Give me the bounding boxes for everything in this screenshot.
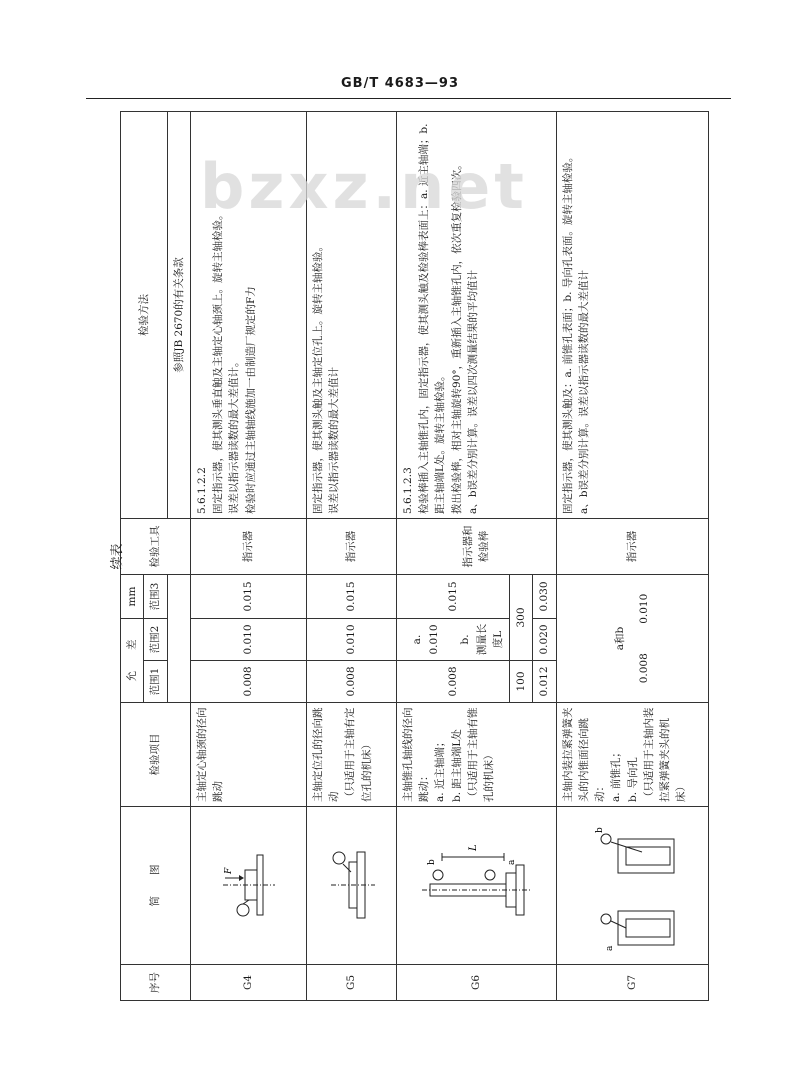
- item-sub-b: b. 导向孔: [626, 757, 639, 802]
- tol-g6-b-range1: 0.012: [533, 661, 556, 703]
- force-label: F: [224, 868, 235, 875]
- diagram-g7: [556, 807, 708, 965]
- item-note: （只适用于主轴有锥孔的机床）: [466, 707, 496, 802]
- header-no: 序号: [121, 965, 191, 1001]
- ab-label: a和b: [613, 626, 626, 651]
- method-line: a、b误差分别计算。误差以四次测量结果的平均值计: [466, 270, 479, 514]
- tol-g6-a-range3: 0.015: [396, 575, 509, 619]
- length-label-text: 测量长度L: [475, 623, 504, 656]
- item-sub-b: b. 距主轴端L处: [450, 729, 463, 802]
- pos-a: a.: [411, 634, 424, 645]
- header-method: 检验方法: [121, 112, 168, 519]
- method-line: 检验时应通过主轴轴线施加一由制造厂规定的F力: [244, 286, 257, 514]
- row-no: G6: [396, 965, 556, 1001]
- header-range3: 范围3: [144, 575, 167, 619]
- method-line: 误差以指示器读数的最大差值计。: [228, 356, 241, 514]
- header-method-sub: 参照JB 2670的有关条款: [167, 112, 190, 519]
- header-range2: 范围2: [144, 619, 167, 661]
- tol-g4-range1: 0.008: [190, 661, 306, 703]
- taper-bore-diagram: [416, 826, 536, 946]
- tool-g5: 指示器: [306, 519, 396, 575]
- item-g5: [306, 703, 396, 807]
- tool-g6: 指示器和检验棒: [396, 519, 556, 575]
- length-label: L: [468, 844, 480, 852]
- continued-label: 续表: [110, 543, 125, 570]
- item-title: 主轴定位孔的径向跳动: [311, 707, 341, 802]
- tol-g4-range3: 0.015: [190, 575, 306, 619]
- row-g5: [306, 112, 396, 1001]
- row-g4: [190, 112, 306, 1001]
- pos-b-label: b: [595, 827, 606, 834]
- len-range23: 300: [510, 575, 533, 661]
- method-g7: [556, 112, 708, 519]
- tol-g7-values: [636, 579, 652, 698]
- tol-g7-range3: 0.010: [638, 593, 651, 624]
- inspection-table: [120, 111, 709, 1001]
- item-sub-a: a. 前锥孔；: [610, 747, 623, 802]
- method-line: 固定指示器，使其测头触及：a. 前锥孔表面；b. 导向孔表面。旋转主轴检验。: [561, 151, 574, 514]
- pos-b-label: b: [427, 859, 438, 866]
- row-g6-a: [396, 112, 454, 1001]
- header-unit: mm: [121, 575, 144, 619]
- pos-a-label: a: [507, 860, 518, 866]
- watermark: bzxz.net: [200, 150, 528, 223]
- spindle-journal-diagram: [213, 831, 283, 941]
- method-line: a、b误差分别计算。误差以指示器读数的最大差值计: [577, 270, 590, 514]
- rotated-table-wrapper: [110, 112, 700, 1001]
- item-g6: [396, 703, 556, 807]
- header-tolerance: 允 差: [121, 619, 144, 703]
- pos-b: b.: [459, 634, 472, 645]
- tol-g6-a-range2: [396, 619, 454, 661]
- row-no: G4: [190, 965, 306, 1001]
- tol-g5-range3: 0.015: [306, 575, 396, 619]
- tol-g6-b-header: [454, 619, 509, 661]
- method-line: 固定指示器，使其测头垂直触及主轴定心轴颈上。旋转主轴检验。: [212, 209, 225, 514]
- header-range1: 范围1: [144, 661, 167, 703]
- len-range1: 100: [510, 661, 533, 703]
- method-line: 5.6.1.2.3: [401, 467, 414, 514]
- method-line: 检验棒插入主轴锥孔内，固定指示器，使其测头触及检验棒表面上：a. 近主轴端；b. 距主轴端L处。旋转主轴检验。: [418, 123, 447, 514]
- method-line: 误差以指示器读数的最大差值计: [328, 367, 341, 514]
- item-title: 主轴内装拉紧弹簧夹头的内锥面径向跳动：: [561, 707, 607, 802]
- diagram-g6: [396, 807, 556, 965]
- item-title: 主轴锥孔轴线的径向跳动：: [401, 707, 431, 802]
- diagram-g4: [190, 807, 306, 965]
- tool-g7: 指示器: [556, 519, 708, 575]
- item-sub-a: a. 近主轴端；: [434, 736, 447, 802]
- tool-g4: 指示器: [190, 519, 306, 575]
- tol-g6-a-range1: 0.008: [396, 661, 509, 703]
- tol-g6-b-range2: 0.020: [533, 619, 556, 661]
- tol-g7: [556, 575, 708, 703]
- pos-a-label: a: [605, 946, 616, 952]
- tol-g5-range1: 0.008: [306, 661, 396, 703]
- diagram-g5: [306, 807, 396, 965]
- item-note: （只适用于主轴有定位孔的机床）: [344, 707, 373, 802]
- tol-g5-range2: 0.010: [306, 619, 396, 661]
- method-line: 5.6.1.2.2: [195, 467, 208, 514]
- standard-number: GB/T 4683—93: [341, 76, 459, 91]
- tol-g6-b-range3: 0.030: [533, 575, 556, 619]
- row-no: G5: [306, 965, 396, 1001]
- tol-g7-range1: 0.008: [638, 653, 651, 684]
- header-item: 检验项目: [121, 703, 191, 807]
- collet-bore-diagram: [582, 816, 682, 956]
- tol-g4-range2: 0.010: [190, 619, 306, 661]
- locating-hole-diagram: [321, 831, 381, 941]
- method-line: 拨出检验棒，相对主轴旋转90°，重新插入主轴锥孔内，依次重复检验四次。: [450, 159, 463, 514]
- header-diagram: 简 图: [121, 807, 191, 965]
- header-blank: [167, 575, 190, 703]
- item-g4: 主轴定心轴颈的径向跳动: [190, 703, 306, 807]
- tol-value: 0.010: [427, 624, 440, 655]
- row-g7: [556, 112, 708, 1001]
- item-g7: [556, 703, 708, 807]
- item-note: （只适用于主轴内装拉紧弹簧夹头的机床）: [642, 707, 688, 802]
- row-no: G7: [556, 965, 708, 1001]
- header-tool: 检验工具: [121, 519, 191, 575]
- method-line: 固定指示器，使其测头触及主轴定位孔上。旋转主轴检验。: [311, 241, 324, 514]
- header-rule: [86, 98, 731, 99]
